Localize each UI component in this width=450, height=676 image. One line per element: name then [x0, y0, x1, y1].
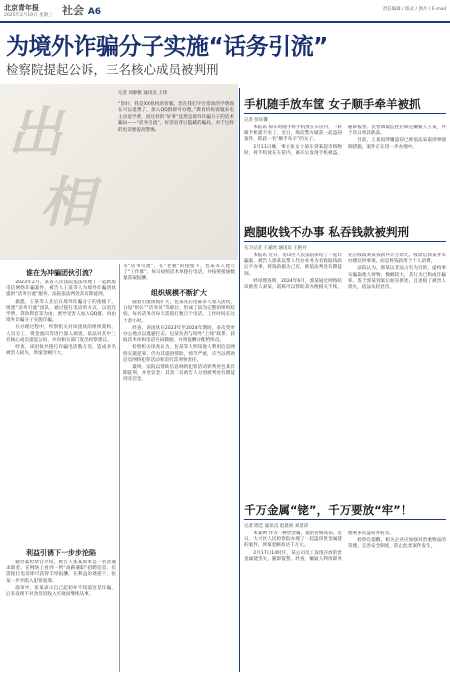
paragraph: 经审理查明，2024年6月，郭某通过网络结识被害人刘某，谎称可以帮助其办理相关手续，先后收取刘某钱款共计万余元。收款后郭某并未办理任何事项，而是将钱款用于个人消费。: [244, 253, 446, 291]
deco-char-2: 相: [40, 170, 94, 234]
article-column-1: [6, 280, 116, 530]
right-article-1: [244, 125, 446, 217]
section-name: 社会: [62, 4, 84, 17]
headline-rule: [244, 113, 446, 114]
section-page: A6: [87, 7, 102, 17]
main-headline: 为境外诈骗分子实施“话务引流”: [6, 34, 328, 60]
paragraph: 据办案检察官介绍，被告人张某原本是一名普通求职者，在网络上看到一则“高薪兼职”招聘信息，仅需拨打电话即可获得丰厚报酬。在利益的诱惑下，张某一步步陷入犯罪泥潭。: [6, 560, 116, 584]
paragraph: 检察机关审查认为，包某等人明知他人利用信息网络实施犯罪，仍为其提供帮助，情节严重，应当以帮助信息网络犯罪活动罪追究其刑事责任。: [123, 345, 235, 363]
editor-credits: 责任编辑 / 版式 / 图片 / E-mail: [382, 7, 446, 12]
masthead-rule: [0, 21, 450, 23]
paragraph: 本报讯 近日，房山区人民法院审结了一起诈骗案，被告人郭某以帮人代办业务为名收取钱款后不办事，将钱款据为己有，被依法判处有期徒刑。: [244, 253, 342, 277]
paragraph: 2023年2月，某省人民法院依法审理了一起跨境电信网络诈骗案件，被告人王某等人为境外诈骗团伙提供“话务引流”服务，法院依法判处其有期徒刑。: [6, 280, 116, 298]
right-byline-2: 实习记者 王嘉欣 通讯员 王艳丹: [244, 246, 307, 251]
section-subhead-2: 利益引诱下一步步沦陷: [26, 549, 96, 557]
article-intro: “您好，我是XX机构的客服。您在我们平台借款的学费现在可以退费了，加入QQ群即可办理。”教育机构客服来电主动退学费，而这样的“好事”竟然是境外诈骗分子的话术骗局——“话务引流”。好消息背后隐藏的骗局。对于这样的电话要提高警惕。: [118, 102, 234, 133]
article-column-2-top: 等“话务引流”，在“老板”的指使下，包某等人建立了“工作群”，每日按照话术单拨打电话，并按照接通数量获取报酬。: [123, 264, 235, 282]
paper-name: 北京青年报: [4, 3, 39, 12]
paragraph: 本案例 作为一种贵金属，铑的价格高昂。近日，大兴区人民检察院办理了一起盗窃贵金属铑的案件，涉案金额高达千万元。: [244, 531, 342, 549]
paragraph: 法院认为，郭某以非法占有为目的，虚构事实骗取他人财物，数额较大，其行为已构成诈骗罪。鉴于郭某到案后如实供述，且退赔了被害人损失，依法从轻处罚。: [348, 266, 446, 291]
right-byline-1: 记者 彭钰馨: [244, 118, 268, 123]
headline-rule: [244, 519, 446, 520]
masthead-bar: [0, 0, 450, 22]
right-article-2: [244, 253, 446, 493]
deco-char-1: 出: [8, 100, 62, 164]
section-subhead-3: 组织规模不断扩大: [151, 289, 207, 297]
paragraph: 2月11日晚，事主张女士骑车到某超市购物时，将手机放在车筐内，离开后发现手机被盗，随即报警。民警调取监控后锁定嫌疑人王某，并于次日将其抓获。: [244, 125, 446, 156]
article-column-1b: [6, 560, 116, 672]
paragraph: 本报讯 骑车时随手将手机放在车筐内，一转眼手机就不见了。近日，海淀警方破获一起盗窃案件，抓获一名“顺手牵羊”的女子。: [244, 125, 342, 143]
section-subhead-1: 谁在为冲骗团伙引流？: [26, 269, 96, 277]
paragraph: 2月17日14时许，某公司员工发现存放的贵金属铑丢失，随即报警。经查，嫌疑人利用职务便利多次盗窃并转卖。: [244, 531, 394, 562]
article-byline: 记者 周静雅 通讯员 王炜: [118, 91, 168, 96]
section-title: [62, 2, 101, 18]
paragraph: 经查，该团伙共拨打诈骗电话数万次，造成多名被害人损失，涉案金额巨大。: [6, 345, 116, 357]
paragraph: 随着引流规模扩大，包某先后招募多人加入团伙，分设“组长”“话务员”等职位，形成了较为完整的组织结构。每名话务员每天需拨打数百个电话，工作时间长达十余小时。: [123, 300, 235, 324]
main-divider: [239, 88, 240, 672]
paragraph: 据悉，王某等人先后在境外诈骗分子的指使下，组建“话务引流”团队，通过拨打电话的方式，以退还学费、贷款利息等为由，诱导受害人加入QQ群，再由境外诈骗分子实施诈骗。: [6, 299, 116, 324]
paragraph: 最终，法院以帮助信息网络犯罪活动罪判处包某有期徒刑，并处罚金；其余二名被告人分别被判处有期徒刑及罚金。: [123, 365, 235, 383]
paper-date: 2025年2月19日 星期三: [4, 13, 53, 18]
paragraph: 目前，王某因涉嫌盗窃已被依法采取刑事强制措施，案件正在进一步办理中。: [348, 138, 446, 150]
paragraph: 检察官提醒，相关企业应加强对贵重物品的管理，完善安全制度，防止此类案件发生。: [348, 538, 446, 550]
right-headline-2: 跑腿收钱不办事 私吞钱款被判刑: [244, 225, 410, 239]
right-byline-3: 记者 隋艺 通讯员 赵晨妍 刘景萍: [244, 524, 309, 529]
paragraph: 经查，该团伙在2023年至2024年期间，多次变更办公地点以逃避打击。包某负责与境外“上线”联系，获取话术单和电话号码数据，并将报酬分配给组员。: [123, 325, 235, 344]
column-divider: [119, 264, 120, 672]
paragraph: 庭审中，张某表示自己起初并不知道这是诈骗，后来发现不对劲但因收入可观而继续从事。: [6, 585, 116, 598]
article-column-2: [123, 300, 235, 672]
main-subhead: 检察院提起公诉，三名核心成员被判刑: [6, 62, 219, 77]
headline-rule: [244, 241, 446, 242]
right-article-3: [244, 531, 446, 672]
paragraph: 在办理过程中，检察机关对该团伙的组织架构、人员分工、资金流向等进行深入调查，依法对其中三名核心成员提起公诉，并向相关部门发出检察建议。: [6, 325, 116, 343]
right-headline-1: 手机随手放车筐 女子顺手牵羊被抓: [244, 97, 421, 111]
right-headline-3: 千万金属“铑”，千万要放“牢”！: [244, 503, 413, 517]
